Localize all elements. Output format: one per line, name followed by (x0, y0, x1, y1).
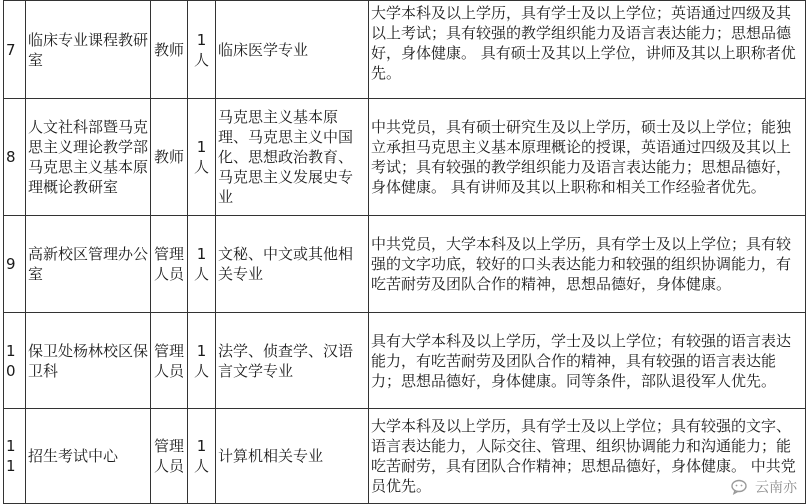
requirements: 中共党员，具有硕士研究生及以上学历，硕士及以上学位；能独立承担马克思主义基本原理概论的授课，英语通过四级及其以上考试；具有较强的教学组织能力及语言表达能力；思想品德好，身体健康。 具有讲师及其以上职称和相关工作经验者优先。 (369, 99, 806, 216)
table-row (4, 409, 806, 504)
row-number: 10 (4, 313, 26, 409)
required-major: 临床医学专业 (216, 1, 369, 99)
requirements: 大学本科及以上学历，具有学士及以上学位；具有较强的文字、语言表达能力，人际交往、管理、组织协调能力和沟通能力；能吃苦耐劳，具有团队合作精神；思想品德好，身体健康。 中共党员优先。 (369, 409, 806, 504)
post-type: 管理人员 (151, 409, 188, 504)
headcount: 1人 (188, 1, 216, 99)
hiring-unit: 高新校区管理办公室 (26, 216, 151, 313)
hiring-unit: 临床专业课程教研室 (26, 1, 151, 99)
row-number: 8 (4, 99, 26, 216)
requirements: 中共党员，大学本科及以上学历，具有学士及以上学位；具有较强的文字功底，较好的口头表达能力和较强的组织协调能力，有吃苦耐劳及团队合作的精神，思想品德好，身体健康。 (369, 216, 806, 313)
watermark-text: 云南亦 (755, 480, 797, 496)
post-type: 教师 (151, 1, 188, 99)
headcount: 1人 (188, 99, 216, 216)
table-row (4, 216, 806, 313)
wechat-bubble-icon (731, 479, 751, 495)
post-type: 管理人员 (151, 216, 188, 313)
table-row (4, 1, 806, 99)
post-type: 教师 (151, 99, 188, 216)
required-major: 法学、侦查学、汉语言文学专业 (216, 313, 369, 409)
hiring-unit: 人文社科部暨马克思主义理论教学部马克思主义基本原理概论教研室 (26, 99, 151, 216)
hiring-unit: 招生考试中心 (26, 409, 151, 504)
headcount: 1人 (188, 409, 216, 504)
headcount: 1人 (188, 313, 216, 409)
post-type: 管理人员 (151, 313, 188, 409)
watermark (728, 476, 800, 498)
row-number: 11 (4, 409, 26, 504)
requirements: 大学本科及以上学历，具有学士及以上学位；英语通过四级及其以上考试；具有较强的教学组织能力及语言表达能力；思想品德好，身体健康。 具有硕士及其以上学位，讲师及其以上职称者优先。 (369, 1, 806, 99)
required-major: 文秘、中文或其他相关专业 (216, 216, 369, 313)
table-row (4, 313, 806, 409)
table-row (4, 99, 806, 216)
recruitment-table (3, 0, 806, 504)
required-major: 计算机相关专业 (216, 409, 369, 504)
row-number: 7 (4, 1, 26, 99)
hiring-unit: 保卫处杨林校区保卫科 (26, 313, 151, 409)
required-major: 马克思主义基本原理、马克思主义中国化、思想政治教育、马克思主义发展史专业 (216, 99, 369, 216)
row-number: 9 (4, 216, 26, 313)
requirements: 具有大学本科及以上学历，学士及以上学位；有较强的语言表达能力，有吃苦耐劳及团队合作的精神，具有较强的语言表达能力；思想品德好，身体健康。同等条件，部队退役军人优先。 (369, 313, 806, 409)
headcount: 1人 (188, 216, 216, 313)
